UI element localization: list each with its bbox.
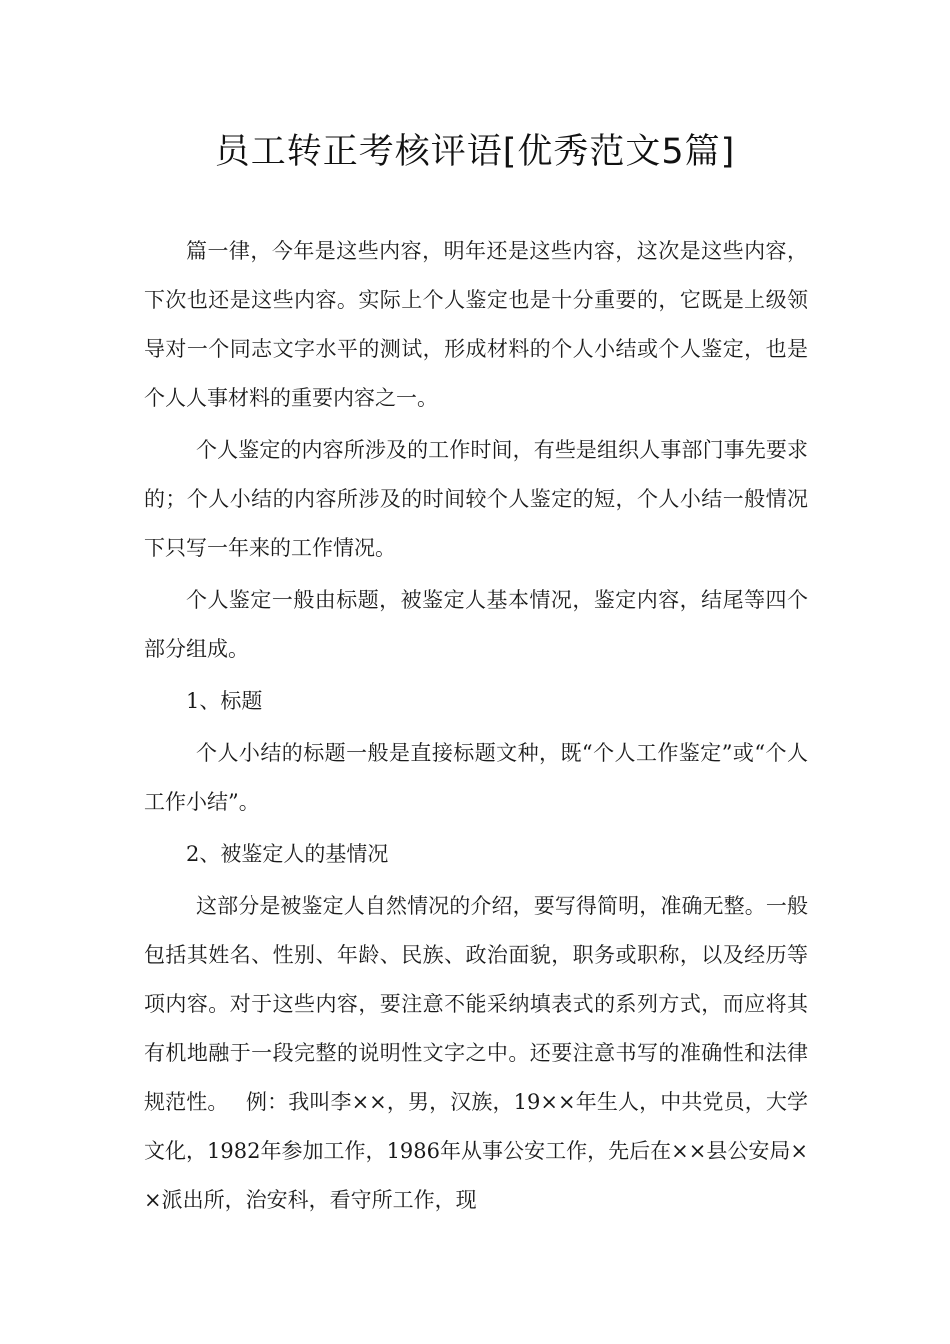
document-body bbox=[144, 227, 808, 1228]
paragraph-4: 个人小结的标题一般是直接标题文种，既“个人工作鉴定”或“个人工作小结”。 bbox=[144, 741, 808, 814]
paragraph-5: 这部分是被鉴定人自然情况的介绍，要写得简明，准确无整。一般包括其姓名、性别、年龄、民族、政治面貌，职务或职称，以及经历等项内容。对于这些内容，要注意不能采纳填表式的系列方式，而应将其有机地融于一段完整的说明性文字之中。还要注意书写的准确性和法律规范性。 例：我叫李××，男，汉族，19××年生人，中共党员，大学文化，1982年参加工作，1986年从事公安工作，先后在××县公安局××派出所，治安科，看守所工作，现 bbox=[144, 894, 808, 1212]
section-heading-1: 1、标题 bbox=[186, 689, 263, 713]
document-title: 员工转正考核评语[优秀范文5篇] bbox=[214, 132, 736, 172]
paragraph-3: 个人鉴定一般由标题，被鉴定人基本情况，鉴定内容，结尾等四个部分组成。 bbox=[144, 588, 808, 661]
section-heading-2: 2、被鉴定人的基情况 bbox=[186, 842, 389, 866]
paragraph-1: 篇一律，今年是这些内容，明年还是这些内容，这次是这些内容，下次也还是这些内容。实际上个人鉴定也是十分重要的，它既是上级领导对一个同志文字水平的测试，形成材料的个人小结或个人鉴定，也是个人人事材料的重要内容之一。 bbox=[144, 239, 808, 410]
paragraph-2: 个人鉴定的内容所涉及的工作时间，有些是组织人事部门事先要求的；个人小结的内容所涉及的时间较个人鉴定的短，个人小结一般情况下只写一年来的工作情况。 bbox=[144, 438, 808, 560]
